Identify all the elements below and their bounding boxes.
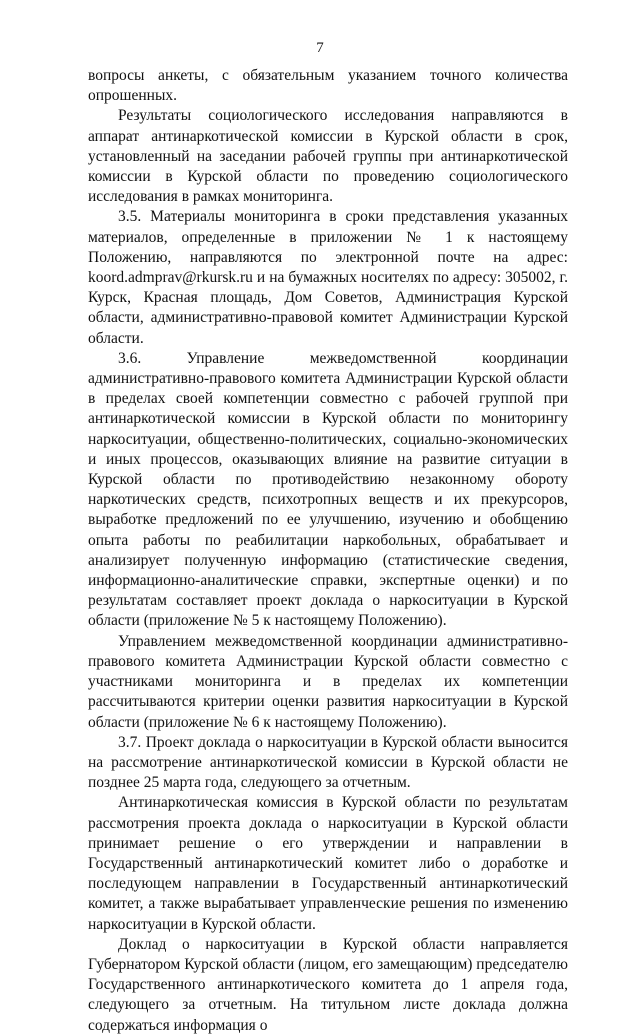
document-body — [88, 66, 568, 1036]
paragraph-criteria: Управлением межведомственной координации административно-правового комитета Администрации Курской области совместно с участниками мониторинга и в пределах их компетенции рассчитываются критерии оценки развития наркоситуации в Курской области (приложение № 6 к настоящему Положению). — [88, 632, 568, 731]
paragraph-3-7: 3.7. Проект доклада о наркоситуации в Курской области выносится на рассмотрение антинаркотической комиссии в Курской области не позднее 25 марта года, следующего за отчетным. — [88, 733, 568, 792]
paragraph-3-6: 3.6. Управление межведомственной координации административно-правового комитета Администрации Курской области в пределах своей компетенции совместно с рабочей группой при антинаркотической комиссии в Курской области по мониторингу наркоситуации, общественно-политических, социально-экономических и иных процессов, оказывающих влияние на развитие ситуации в Курской области по противодействию незаконному обороту наркотических средств, психотропных веществ и их прекурсоров, выработке предложений по ее улучшению, изучению и обобщению опыта работы по реабилитации наркобольных, обрабатывает и анализирует полученную информацию (статистические сведения, информационно-аналитические справки, экспертные оценки) и по результатам составляет проект доклада о наркоситуации в Курской области (приложение № 5 к настоящему Положению). — [88, 349, 568, 630]
paragraph-survey-questions: вопросы анкеты, с обязательным указанием точного количества опрошенных. — [88, 67, 568, 105]
paragraph-3-5: 3.5. Материалы мониторинга в сроки представления указанных материалов, определенные в приложении № 1 к настоящему Положению, направляются по электронной почте на адрес: koord.admprav@rkursk.ru и на бумажных носителях по адресу: 305002, г. Курск, Красная площадь, Дом Советов, Администрация Курской области, административно-правовой комитет Администрации Курской области. — [88, 208, 568, 347]
paragraph-commission-decision: Антинаркотическая комиссия в Курской области по результатам рассмотрения проекта доклада о наркоситуации в Курской области принимает решение о его утверждении и направлении в Государственный антинаркотический комитет либо о доработке и последующем направлении в Государственный антинаркотический комитет, а также вырабатывает управленческие решения по изменению наркоситуации в Курской области. — [88, 794, 568, 933]
paragraph-report-submission: Доклад о наркоситуации в Курской области направляется Губернатором Курской области (лицом, его замещающим) председателю Государственного антинаркотического комитета до 1 апреля года, следующего за отчетным. На титульном листе доклада должна содержаться информация о — [88, 935, 568, 1034]
page-number: 7 — [316, 40, 324, 56]
paragraph-research-results: Результаты социологического исследования направляются в аппарат антинаркотической комиссии в Курской области в срок, установленный на заседании рабочей группы при антинаркотической комиссии в Курской области по проведению социологического исследования в рамках мониторинга. — [88, 107, 568, 206]
